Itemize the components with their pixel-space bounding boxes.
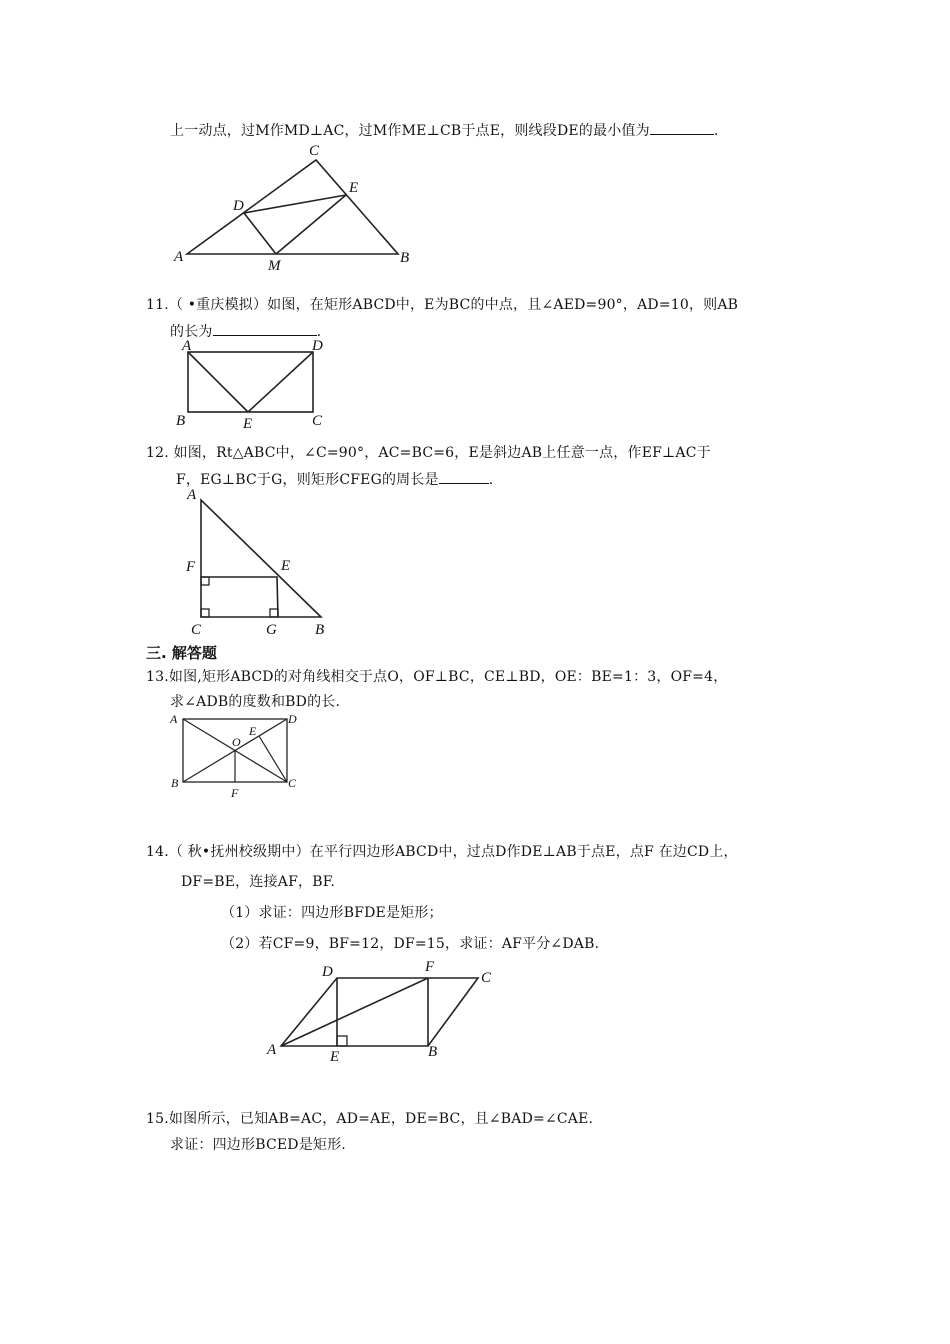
label-d: D: [312, 338, 323, 354]
label-a: A: [187, 487, 197, 503]
q15-line1: 15.如图所示，已知AB=AC，AD=AE，DE=BC，且∠BAD=∠CAE.: [146, 1111, 594, 1127]
segment-af: [281, 978, 428, 1046]
q14-part2: （2）若CF=9，BF=12，DF=15，求证：AF平分∠DAB.: [221, 936, 600, 952]
label-f: F: [231, 786, 239, 800]
q12-line2: F，EG⊥BC于G，则矩形CFEG的周长是 .: [176, 469, 493, 489]
label-m: M: [268, 258, 281, 274]
label-d: D: [288, 712, 297, 726]
label-b: B: [315, 622, 325, 638]
q10-line: 上一动点，过M作MD⊥AC，过M作ME⊥CB于点E，则线段DE的最小值为: [170, 123, 650, 139]
label-f: F: [186, 559, 196, 575]
label-e: E: [330, 1049, 340, 1065]
label-c: C: [309, 143, 320, 159]
label-b: B: [171, 776, 179, 790]
q14-line1: 14.（ 秋•抚州校级期中）在平行四边形ABCD中，过点D作DE⊥AB于点E，点F 在边CD上，: [146, 844, 738, 860]
q14-line2: DF=BE，连接AF，BF.: [181, 874, 336, 890]
label-o: O: [232, 735, 241, 749]
label-b: B: [176, 413, 186, 429]
label-g: G: [266, 622, 277, 638]
section-title: 三. 解答题: [146, 644, 217, 662]
label-b: B: [400, 250, 410, 266]
q11-line1: 11.（ •重庆模拟）如图，在矩形ABCD中，E为BC的中点，且∠AED=90°，AD=10，则AB: [146, 297, 739, 313]
label-e: E: [349, 180, 359, 196]
label-c: C: [481, 970, 492, 986]
q14-part1: （1）求证：四边形BFDE是矩形；: [221, 905, 443, 921]
q15-line2: 求证：四边形BCED是矩形.: [170, 1137, 346, 1153]
right-angle-mark-e: [337, 1036, 347, 1046]
label-c: C: [312, 413, 323, 429]
parallelogram-abcd: [281, 978, 478, 1046]
q12-line1: 12. 如图，Rt△ABC中，∠C=90°，AC=BC=6，E是斜边AB上任意一点，作EF⊥AC于: [146, 445, 711, 461]
label-e: E: [249, 724, 257, 738]
label-c: C: [288, 776, 297, 790]
q11-line2: 的长为 .: [170, 321, 321, 341]
label-e: E: [281, 558, 291, 574]
label-e: E: [243, 416, 253, 432]
q13-line1: 13.如图,矩形ABCD的对角线相交于点O，OF⊥BC，CE⊥BD，OE：BE=1：3，OF=4，: [146, 669, 728, 685]
label-d: D: [233, 198, 244, 214]
q13-line2: 求∠ADB的度数和BD的长.: [170, 694, 341, 710]
label-c: C: [191, 622, 202, 638]
label-f: F: [425, 959, 435, 975]
label-a: A: [267, 1042, 277, 1058]
label-a: A: [182, 338, 192, 354]
label-d: D: [322, 964, 333, 980]
label-a: A: [174, 249, 184, 265]
label-b: B: [428, 1044, 438, 1060]
label-a: A: [170, 712, 178, 726]
q10-text: 上一动点，过M作MD⊥AC，过M作ME⊥CB于点E，则线段DE的最小值为 .: [170, 120, 718, 140]
